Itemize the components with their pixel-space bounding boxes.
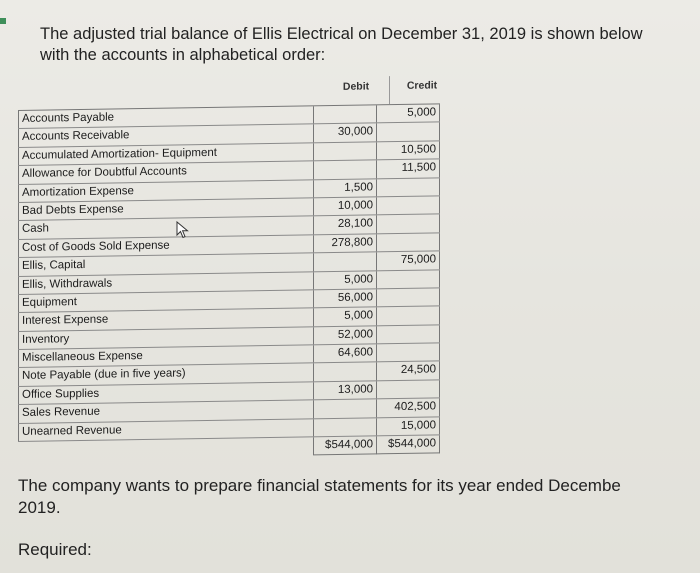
credit-amount bbox=[377, 196, 440, 214]
credit-amount: 10,500 bbox=[377, 141, 440, 159]
credit-header: Credit bbox=[406, 79, 438, 92]
intro-text bbox=[40, 24, 700, 66]
account-name: Equipment bbox=[18, 290, 314, 312]
debit-amount: 5,000 bbox=[314, 271, 377, 289]
credit-total: $544,000 bbox=[377, 435, 440, 454]
debit-amount bbox=[314, 142, 377, 160]
credit-amount: 11,500 bbox=[377, 160, 440, 178]
account-name: Accounts Receivable bbox=[18, 125, 314, 147]
account-name: Note Payable (due in five years) bbox=[18, 364, 314, 386]
required-heading: Required: bbox=[18, 540, 92, 559]
credit-amount bbox=[377, 325, 440, 343]
debit-amount: 5,000 bbox=[314, 308, 377, 326]
debit-amount: 30,000 bbox=[314, 124, 377, 142]
table-body bbox=[18, 103, 440, 460]
account-name: Amortization Expense bbox=[18, 180, 314, 202]
closing-line-2: 2019. bbox=[18, 498, 61, 517]
credit-amount bbox=[377, 215, 440, 233]
account-name: Accumulated Amortization- Equipment bbox=[18, 143, 314, 165]
debit-amount: 1,500 bbox=[314, 179, 377, 197]
closing-line-1: The company wants to prepare financial statements for its year ended Decembe bbox=[18, 476, 621, 495]
debit-amount: 52,000 bbox=[314, 326, 377, 344]
debit-amount bbox=[314, 252, 377, 270]
credit-amount bbox=[377, 178, 440, 196]
account-name: Sales Revenue bbox=[18, 401, 314, 423]
credit-amount: 402,500 bbox=[377, 399, 440, 417]
debit-amount bbox=[314, 400, 377, 418]
credit-amount bbox=[377, 233, 440, 251]
intro-line-2: with the accounts in alphabetical order: bbox=[40, 46, 326, 64]
debit-header: Debit bbox=[342, 80, 370, 93]
debit-amount: 278,800 bbox=[314, 234, 377, 252]
account-name: Office Supplies bbox=[18, 382, 314, 404]
mouse-pointer-icon bbox=[176, 221, 190, 239]
debit-amount: 64,600 bbox=[314, 344, 377, 362]
credit-amount: 75,000 bbox=[377, 251, 440, 269]
debit-amount bbox=[314, 161, 377, 179]
intro-line-1: The adjusted trial balance of Ellis Electrical on December 31, 2019 is shown below bbox=[40, 25, 643, 43]
account-name: Interest Expense bbox=[18, 309, 314, 331]
credit-amount bbox=[377, 123, 440, 141]
credit-amount bbox=[377, 380, 440, 398]
debit-amount: 56,000 bbox=[314, 289, 377, 307]
debit-amount bbox=[314, 363, 377, 381]
account-name: Inventory bbox=[18, 327, 314, 349]
account-name: Allowance for Doubtful Accounts bbox=[18, 162, 314, 184]
account-name: Ellis, Capital bbox=[18, 253, 314, 275]
debit-amount bbox=[314, 105, 377, 123]
credit-amount: 5,000 bbox=[377, 104, 440, 122]
credit-amount: 24,500 bbox=[377, 362, 440, 380]
account-name: Bad Debts Expense bbox=[18, 198, 314, 220]
account-name: Ellis, Withdrawals bbox=[18, 272, 314, 294]
credit-amount: 15,000 bbox=[377, 417, 440, 435]
totals-spacer bbox=[18, 437, 314, 460]
debit-amount bbox=[314, 418, 377, 436]
account-name: Cash bbox=[18, 217, 314, 239]
credit-amount bbox=[377, 288, 440, 306]
debit-amount: 10,000 bbox=[314, 197, 377, 215]
credit-amount bbox=[377, 343, 440, 361]
account-name: Accounts Payable bbox=[18, 106, 314, 128]
corner-mark bbox=[0, 18, 6, 24]
account-name: Miscellaneous Expense bbox=[18, 345, 314, 367]
trial-balance-table bbox=[18, 75, 440, 460]
debit-amount: 13,000 bbox=[314, 381, 377, 399]
debit-amount: 28,100 bbox=[314, 216, 377, 234]
debit-total: $544,000 bbox=[314, 436, 377, 455]
account-name: Cost of Goods Sold Expense bbox=[18, 235, 314, 257]
closing-text bbox=[18, 475, 700, 519]
credit-amount bbox=[377, 307, 440, 325]
credit-amount bbox=[377, 270, 440, 288]
account-name: Unearned Revenue bbox=[18, 419, 314, 441]
